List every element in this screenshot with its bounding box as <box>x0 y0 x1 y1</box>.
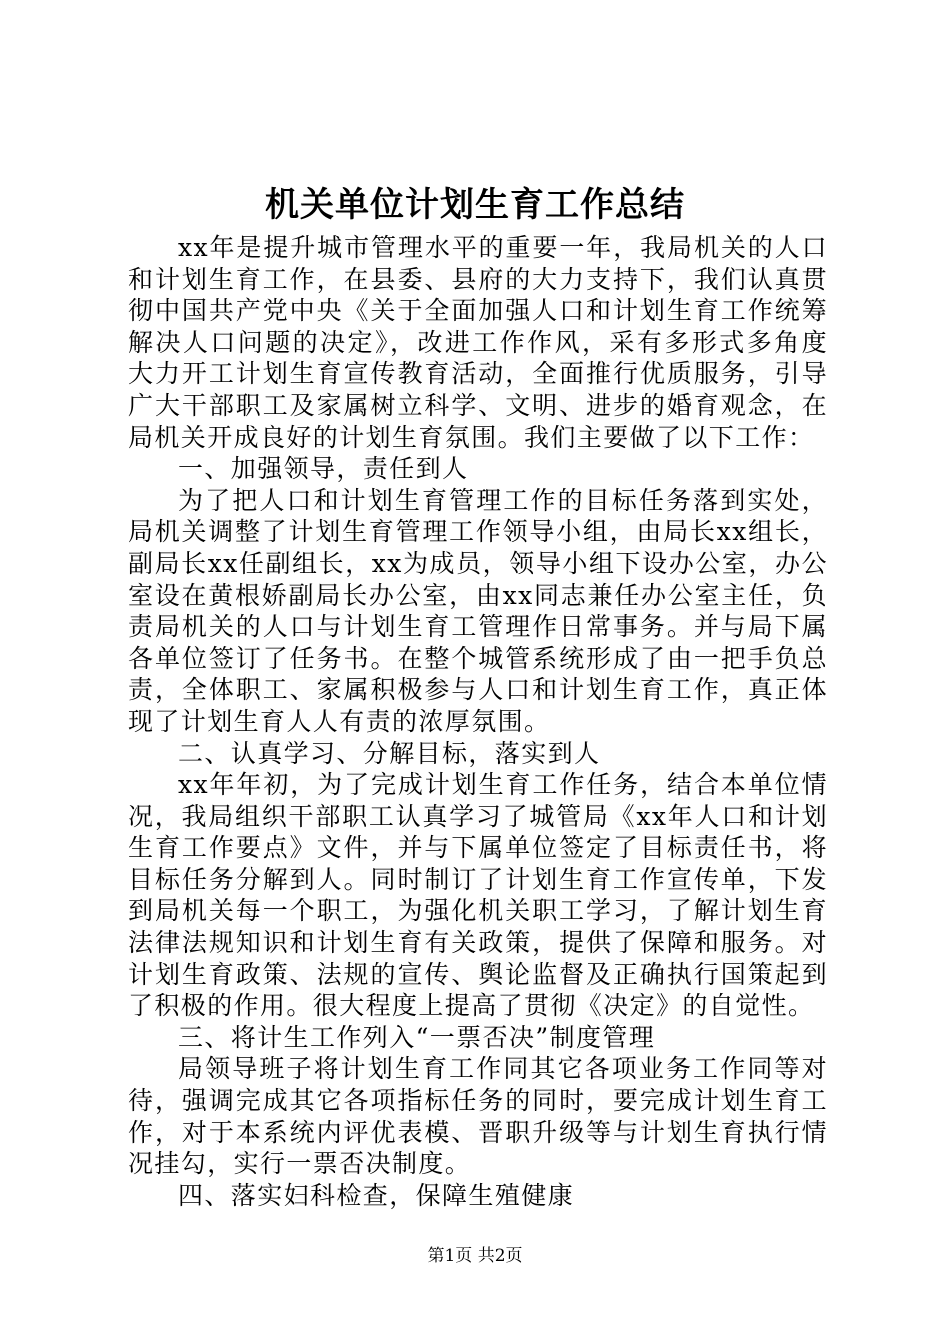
intro-paragraph: xx年是提升城市管理水平的重要一年，我局机关的人口和计划生育工作，在县委、县府的大力支持下，我们认真贯彻中国共产党中央《关于全面加强人口和计划生育工作统筹解决人口问题的决定》，改进工作作风，采有多形式多角度大力开工计划生育宣传教育活动，全面推行优质服务，引导广大干部职工及家属树立科学、文明、进步的婚育观念，在局机关开成良好的计划生育氛围。我们主要做了以下工作： <box>128 233 828 452</box>
section-paragraph-2: xx年年初，为了完成计划生育工作任务，结合本单位情况，我局组织干部职工认真学习了城管局《xx年人口和计划生育工作要点》文件，并与下属单位签定了目标责任书，将目标任务分解到人。同时制订了计划生育工作宣传单，下发到局机关每一个职工，为强化机关职工学习，了解计划生育法律法规知识和计划生育有关政策，提供了保障和服务。对计划生育政策、法规的宣传、舆论监督及正确执行国策起到了积极的作用。很大程度上提高了贯彻《决定》的自觉性。 <box>128 770 828 1021</box>
section-heading-2: 二、认真学习、分解目标，落实到人 <box>178 738 601 768</box>
document-body <box>128 232 828 1211</box>
section-heading-1: 一、加强领导，责任到人 <box>178 454 469 484</box>
document-title: 机关单位计划生育工作总结 <box>265 184 685 225</box>
section-paragraph-3: 局领导班子将计划生育工作同其它各项业务工作同等对待，强调完成其它各项指标任务的同时，要完成计划生育工作，对于本系统内评优表模、晋职升级等与计划生育执行情况挂勾，实行一票否决制度。 <box>128 1054 828 1179</box>
section-heading-3: 三、将计生工作列入“一票否决”制度管理 <box>178 1022 656 1052</box>
page-footer <box>0 1244 950 1268</box>
section-heading-4: 四、落实妇科检查，保障生殖健康 <box>178 1180 575 1210</box>
section-paragraph-1: 为了把人口和计划生育管理工作的目标任务落到实处，局机关调整了计划生育管理工作领导小组，由局长xx组长，副局长xx任副组长，xx为成员，领导小组下设办公室，办公室设在黄根娇副局长办公室，由xx同志兼任办公室主任，负责局机关的人口与计划生育工管理作日常事务。并与局下属各单位签订了任务书。在整个城管系统形成了由一把手负总责，全体职工、家属积极参与人口和计划生育工作，真正体现了计划生育人人有责的浓厚氛围。 <box>128 485 828 736</box>
page-number: 第1页 <box>427 1246 473 1266</box>
page-total: 共2页 <box>477 1246 523 1266</box>
